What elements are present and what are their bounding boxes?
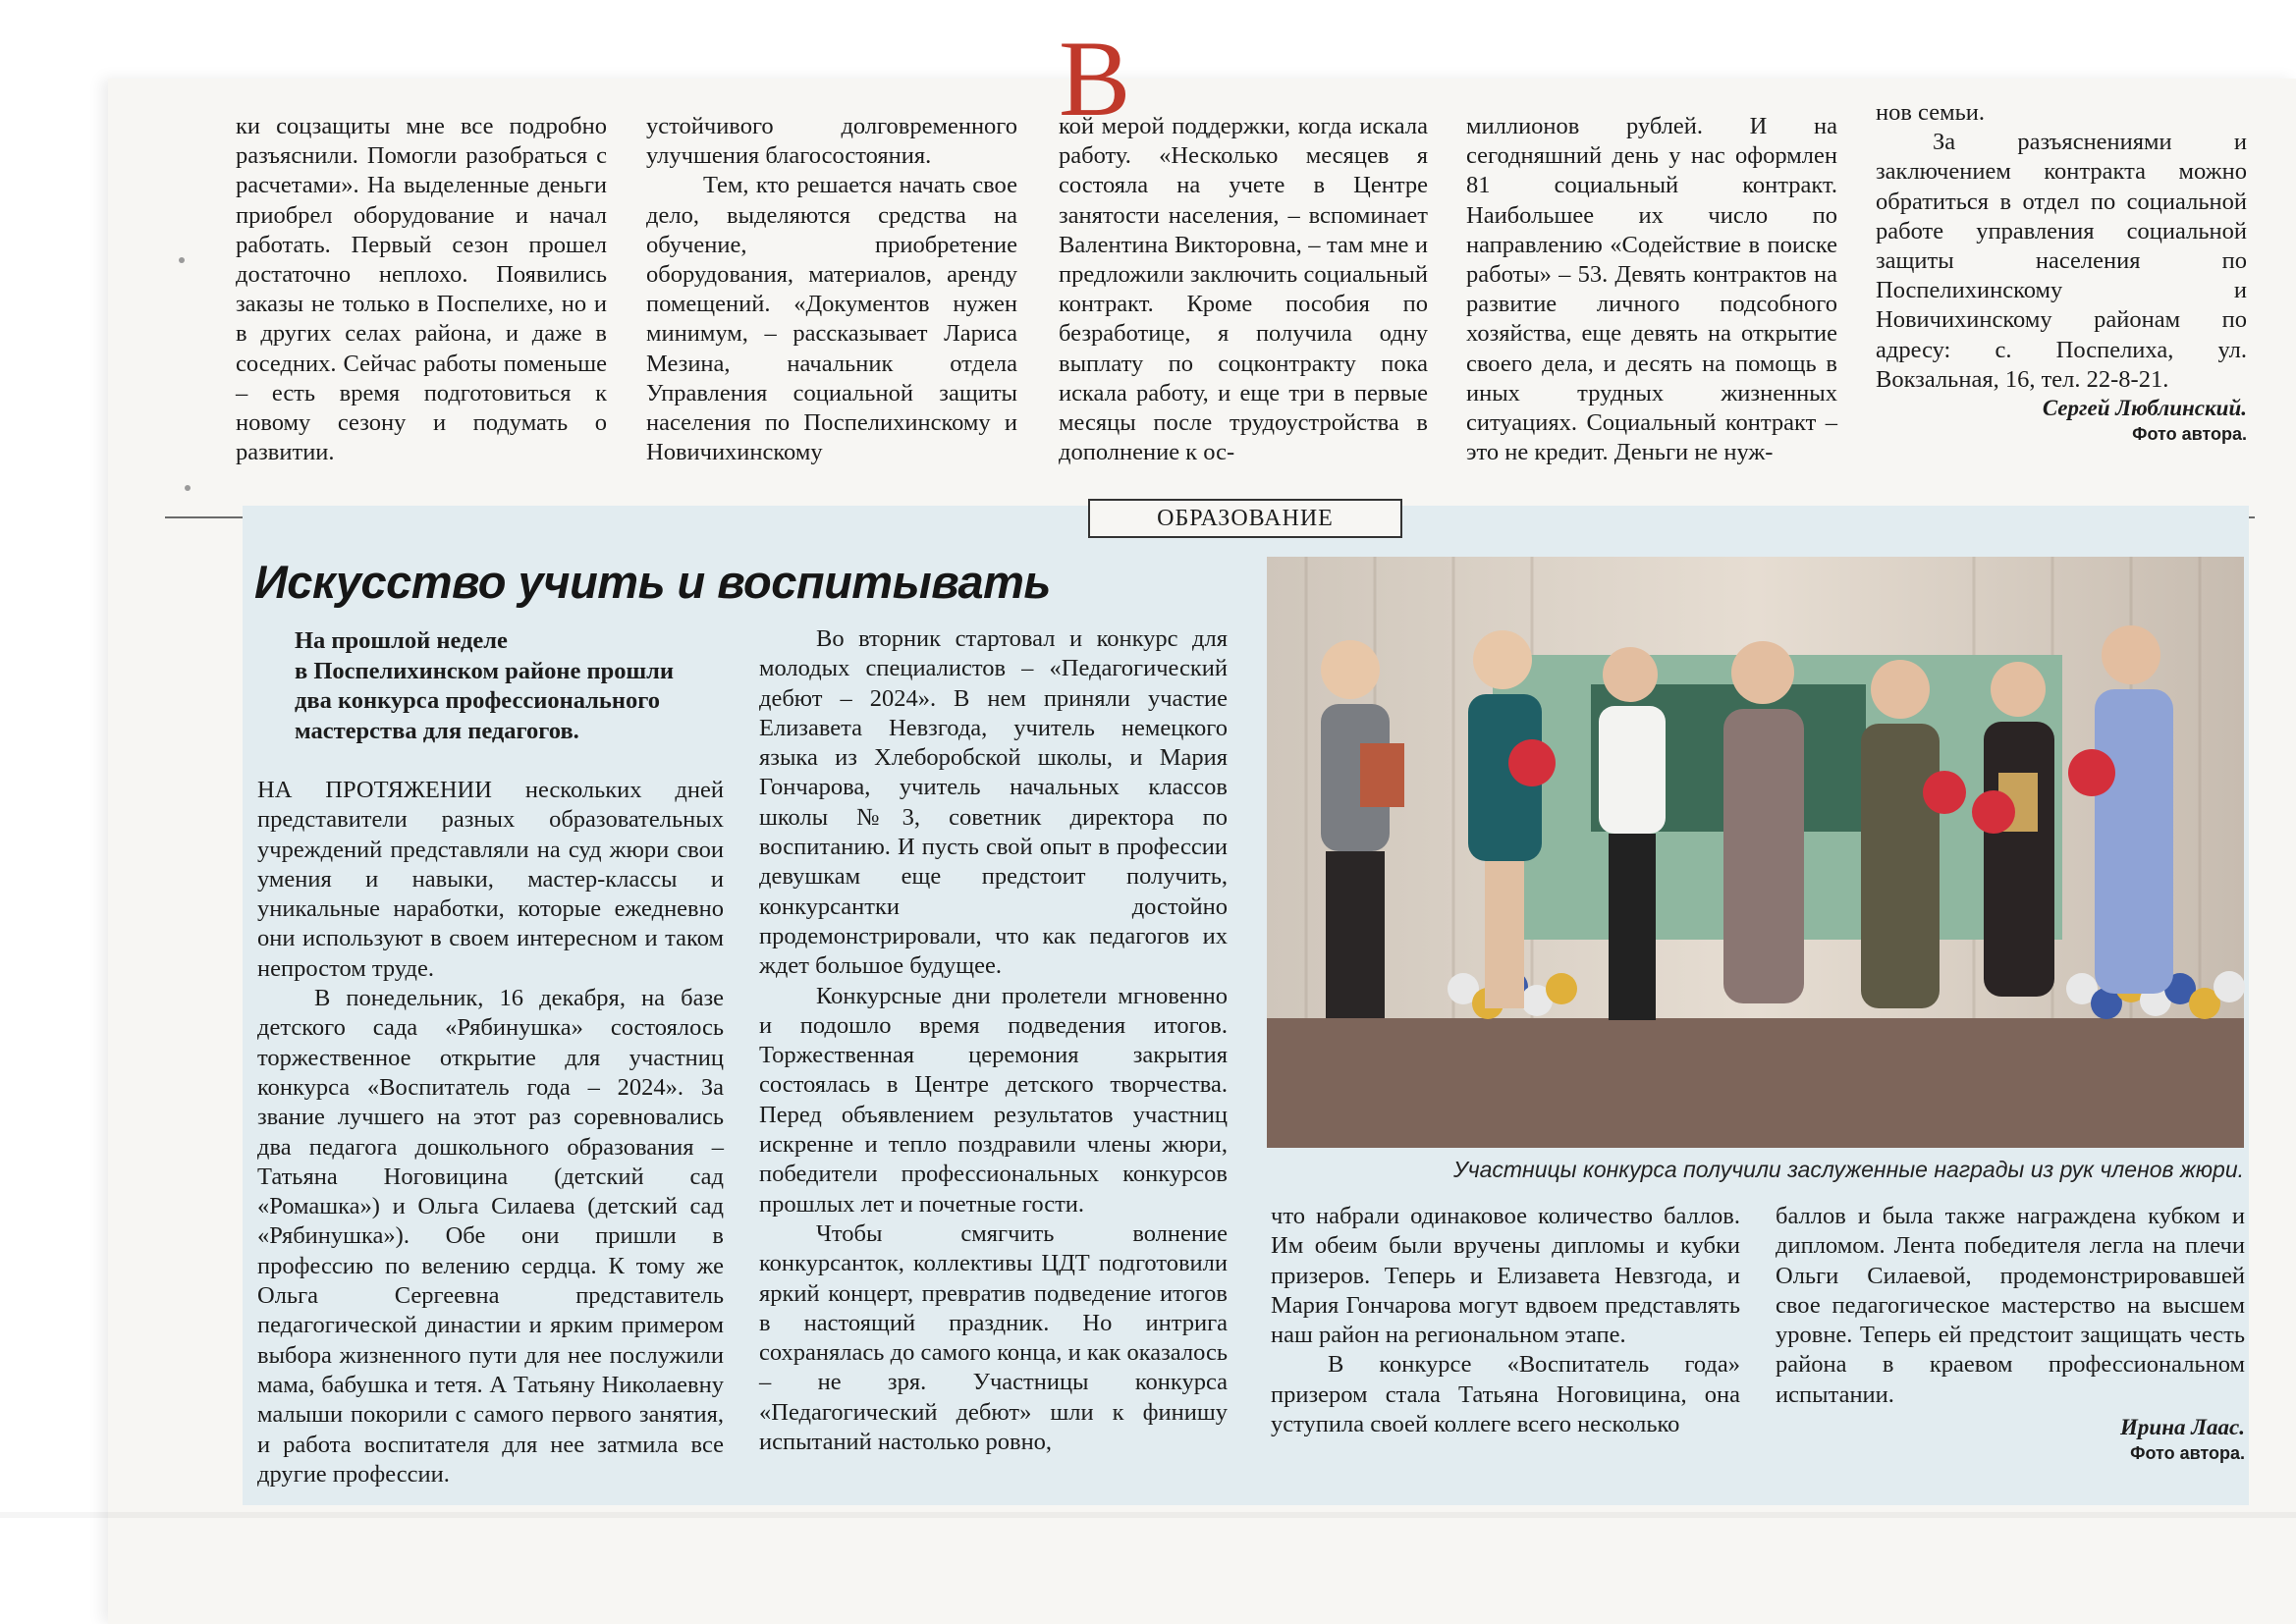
article-column-4: [1776, 1202, 2245, 1465]
paragraph: кой мерой поддержки, когда искала работу. «Несколько месяцев я состояла на учете в Центре занятости населения, – вспоминает Валентина Викторовна, – там мне и предложили заключить социальный контракт. Кроме пособия по безработице, я получила одну выплату по соцконтракту пока искала работу, и еще три в первые месяцы после трудоустройства в дополнение к ос-: [1059, 113, 1428, 466]
paragraph: устойчивого долговременного улучшения благосостояния.: [646, 113, 1017, 170]
lead-line: На прошлой неделе: [295, 627, 508, 654]
lead-line: в Поспелихинском районе прошли: [295, 657, 675, 684]
article-lead: [295, 626, 727, 746]
article-photo-credit: Фото автора.: [2130, 1443, 2245, 1464]
paragraph: За разъяснениями и заключением контракта можно обратиться в отдел по социальной работе управления социальной защиты населения по Поспелихинскому и Новичихинскому районам по адресу: с. Поспелиха, ул. Вокзальная, 16, тел. 22-8-21.: [1876, 129, 2247, 393]
page-fold-shadow: [0, 1512, 2296, 1518]
photo-credit: Фото автора.: [2132, 424, 2247, 445]
paragraph: Во вторник стартовал и конкурс для молодых специалистов – «Педагогический дебют – 2024». В нем приняли участие Елизавета Невзгода, учитель немецкого языка из Хлеборобской школы, и Мария Гончарова, учитель начальных классов школы №3, советник директора по воспитанию. И пусть свой опыт в профессии девушкам еще предстоит получить, конкурсантки достойно продемонстрировали, что как педагогов их ждет большое будущее.: [759, 625, 1228, 980]
stage-floor: [1267, 1018, 2244, 1148]
article-headline: Искусство учить и воспитывать: [254, 556, 1051, 608]
article-column-2: [759, 624, 1228, 1457]
top-column-1: [236, 112, 607, 467]
top-column-5: [1876, 98, 2247, 446]
paragraph: Чтобы смягчить волнение конкурсанток, коллективы ЦДТ подготовили яркий концерт, превратив подведение итогов в настоящий праздник. Но интрига сохранялась до самого конца, и как оказалось – не зря. Участницы конкурса «Педагогический дебют» шли к финишу испытаний настолько ровно,: [759, 1219, 1228, 1456]
photo-caption: Участницы конкурса получили заслуженные награды из рук членов жюри.: [1453, 1157, 2244, 1182]
paragraph: В конкурсе «Воспитатель года» призером стала Татьяна Ноговицина, она уступила своей коллеге всего несколько: [1271, 1351, 1740, 1438]
paragraph: ки соцзащиты мне все подробно разъяснили. Помогли разобраться с расчетами». На выделенные деньги приобрел оборудование и начал работать. Первый сезон прошел достаточно неплохо. Появились заказы не только в Поспелихе, но и в других селах района, и даже в соседних. Сейчас работы поменьше – есть время подготовиться к новому сезону и подумать о развитии.: [236, 113, 607, 466]
paragraph: Конкурсные дни пролетели мгновенно и подошло время подведения итогов. Торжественная церемония закрытия состоялась в Центре детского творчества. Перед объявлением результатов участниц искренне и тепло поздравили члены жюри, победители профессиональных конкурсов прошлых лет и почетные гости.: [759, 982, 1228, 1218]
article-column-4-text: [1776, 1202, 2245, 1410]
rubric-label: ОБРАЗОВАНИЕ: [1088, 499, 1402, 538]
top-column-4: [1466, 112, 1837, 467]
top-column-3: [1059, 112, 1428, 467]
paragraph: нов семьи.: [1876, 99, 1986, 126]
top-column-2: [646, 112, 1017, 467]
article-column-3: [1271, 1202, 1740, 1439]
paragraph: В понедельник, 16 декабря, на базе детского сада «Рябинушка» состоялось торжественное открытие для участниц конкурса «Воспитатель года – 2024». За звание лучшего на этот раз соревновались два педагога дошкольного образования – Татьяна Ноговицина (детский сад «Ромашка») и Ольга Силаева (детский сад «Рябинушка»). Обе они пришли в профессию по велению сердца. К тому же Ольга Сергеевна представитель педагогической династии и ярким примером выбора жизненного пути для нее послужили мама, бабушка и тетя. А Татьяну Николаевну малыши покорили с самого первого занятия, и работа воспитателя для нее затмила все другие профессии.: [257, 985, 724, 1488]
binding-hole: [185, 485, 191, 491]
article-column-1: [257, 776, 724, 1489]
article-author: Ирина Лаас.: [2120, 1415, 2245, 1440]
award-photo-illustration: [1267, 557, 2244, 1148]
paragraph: миллионов рублей. И на сегодняшний день у нас оформлен 81 социальный контракт. Наибольшее их число по направлению «Содействие в поиске работы» – 53. Девять контрактов на развитие личного подсобного хозяйства, еще девять на открытие своего дела, и десять на помощь в иных трудных жизненных ситуациях. Социальный контракт – это не кредит. Деньги не нуж-: [1466, 113, 1837, 466]
drop-cap: В: [1059, 19, 1131, 138]
paragraph: баллов и была также награждена кубком и дипломом. Лента победителя легла на плечи Ольги Силаевой, продемонстрировавшей свое педагогическое мастерство на высшем уровне. Теперь ей предстоит защищать честь района в краевом профессиональном испытании.: [1776, 1203, 2245, 1408]
lead-line: мастерства для педагогов.: [295, 717, 579, 744]
binding-hole: [179, 257, 185, 263]
top-column-5-text: [1876, 98, 2247, 395]
award-photo: [1267, 557, 2244, 1148]
author-signature: Сергей Люблинский.: [2042, 396, 2247, 421]
paragraph: НА ПРОТЯЖЕНИИ нескольких дней представители разных образовательных учреждений представляли на суд жюри свои умения и навыки, мастер-классы и уникальные наработки, которые ежедневно они используют в своем интересном и таком непростом труде.: [257, 777, 724, 982]
lead-line: два конкурса профессионального: [295, 687, 660, 714]
paragraph: что набрали одинаковое количество баллов. Им обеим были вручены дипломы и кубки призеров. Теперь и Елизавета Невзгода, и Мария Гончарова могут вдвоем представлять наш район на региональном этапе.: [1271, 1203, 1740, 1349]
paragraph: Тем, кто решается начать свое дело, выделяются средства на обучение, приобретение оборудования, материалов, аренду помещений. «Документов нужен минимум, – рассказывает Лариса Мезина, начальник отдела Управления социальной защиты населения по Поспелихинскому и Новичихинскому: [646, 172, 1017, 466]
